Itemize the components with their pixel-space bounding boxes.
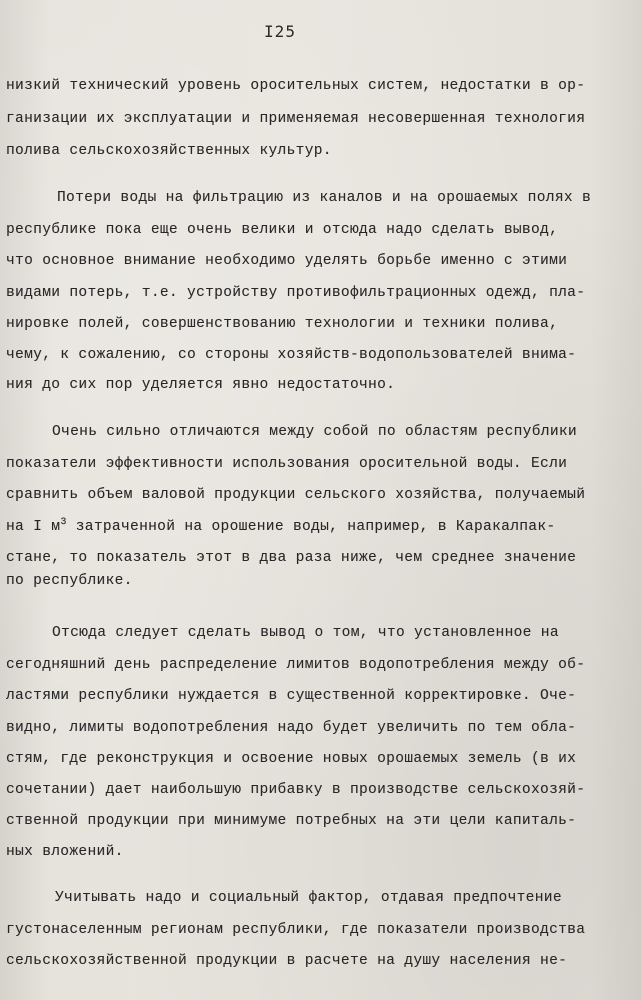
text-line: сочетании) дает наибольшую прибавку в производстве сельскохозяй-	[6, 782, 586, 798]
text-line: полива сельскохозяйственных культур.	[6, 143, 332, 159]
text-line: сравнить объем валовой продукции сельского хозяйства, получаемый	[6, 487, 586, 503]
text-line: ных вложений.	[6, 844, 124, 860]
text-line: по республике.	[6, 573, 133, 589]
text-segment: затраченной на орошение воды, например, в Каракалпак-	[66, 519, 556, 535]
text-line: ния до сих пор уделяется явно недостаточно.	[6, 377, 396, 393]
text-line: ластями республики нуждается в существенной корректировке. Оче-	[6, 688, 577, 704]
text-line: сегодняшний день распределение лимитов водопотребления между об-	[6, 657, 586, 673]
text-line: Учитывать надо и социальный фактор, отдавая предпочтение	[55, 890, 562, 906]
text-line: чему, к сожалению, со стороны хозяйств-водопользователей внима-	[6, 347, 577, 363]
text-line: Отсюда следует сделать вывод о том, что установленное на	[52, 625, 559, 641]
text-line: стане, то показатель этот в два раза ниже, чем среднее значение	[6, 550, 577, 566]
text-line	[6, 519, 555, 535]
text-line: ганизации их эксплуатации и применяемая несовершенная технология	[6, 111, 586, 127]
text-line: ственной продукции при минимуме потребных на эти цели капиталь-	[6, 813, 577, 829]
text-line: видно, лимиты водопотребления надо будет увеличить по тем обла-	[6, 720, 577, 736]
text-segment: на I м	[6, 519, 61, 535]
text-line: стям, где реконструкция и освоение новых орошаемых земель (в их	[6, 751, 577, 767]
text-line: низкий технический уровень оросительных систем, недостатки в ор-	[6, 78, 586, 94]
superscript: 3	[60, 517, 67, 529]
page-number: I25	[264, 22, 296, 41]
text-line: видами потерь, т.е. устройству противофильтрационных одежд, пла-	[6, 285, 586, 301]
text-line: нировке полей, совершенствованию технологии и техники полива,	[6, 316, 559, 332]
text-line: густонаселенным регионам республики, где показатели производства	[6, 922, 586, 938]
text-line: Очень сильно отличаются между собой по областям республики	[52, 424, 577, 440]
text-line: показатели эффективности использования оросительной воды. Если	[6, 456, 568, 472]
text-line: сельскохозяйственной продукции в расчете на душу населения не-	[6, 953, 568, 969]
text-line: республике пока еще очень велики и отсюда надо сделать вывод,	[6, 222, 559, 238]
text-line: Потери воды на фильтрацию из каналов и на орошаемых полях в	[57, 190, 592, 206]
text-line: что основное внимание необходимо уделять борьбе именно с этими	[6, 253, 568, 269]
